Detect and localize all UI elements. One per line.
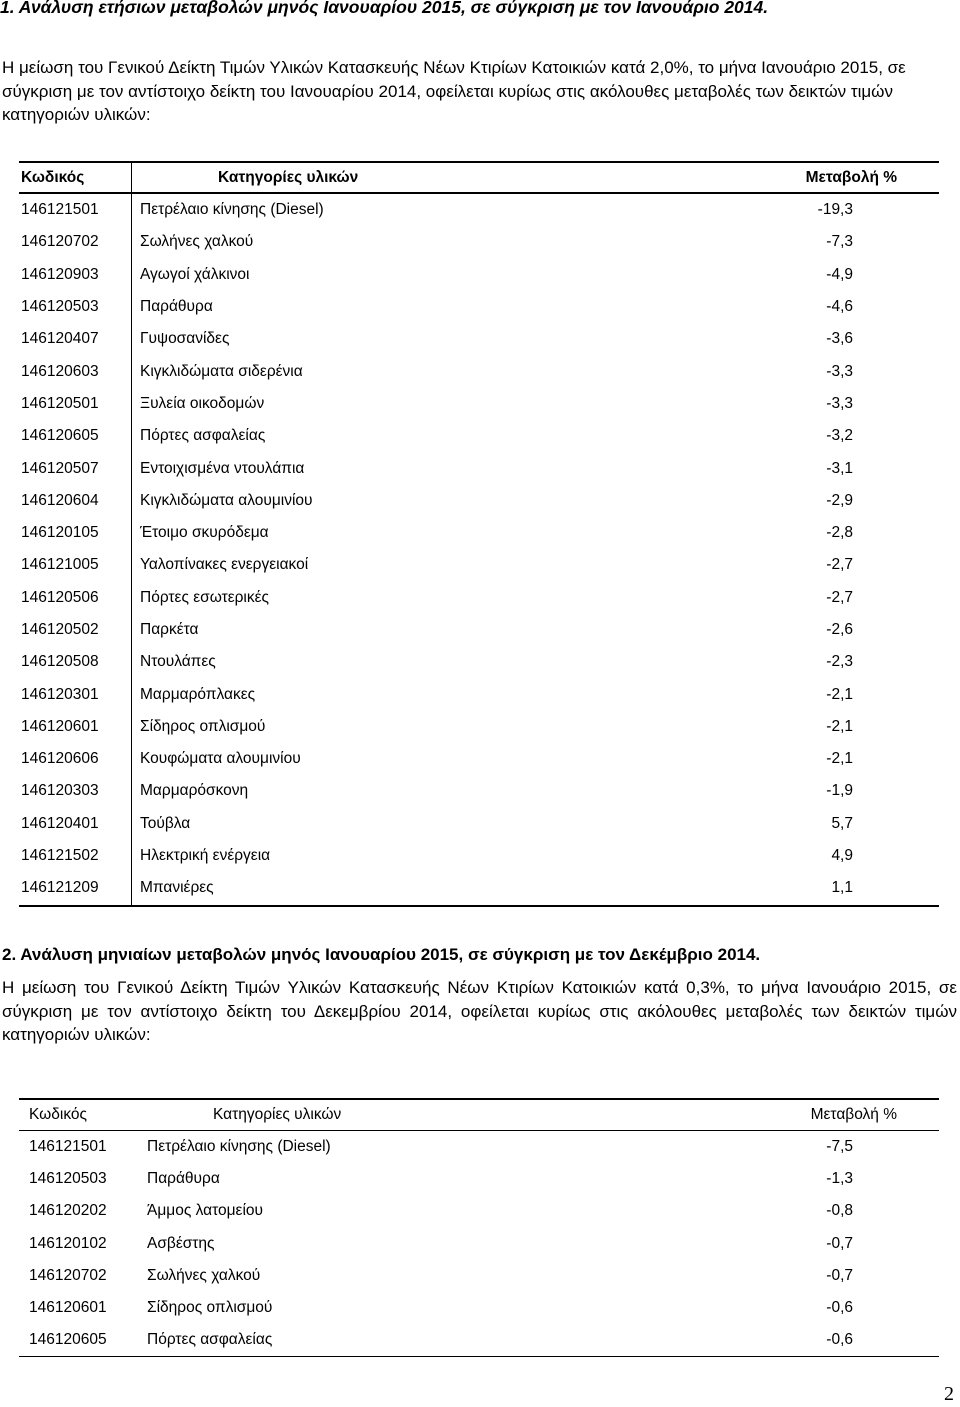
table-row (19, 1260, 939, 1292)
code-cell: 146120606 (21, 750, 99, 768)
change-cell: -3,1 (826, 459, 853, 477)
category-cell: Ντουλάπες (132, 646, 734, 678)
category-cell: Ηλεκτρική ενέργεια (132, 840, 734, 872)
monthly-changes-table (19, 1098, 939, 1357)
change-cell: -3,3 (826, 362, 853, 380)
category-cell: Αγωγοί χάλκινοι (132, 259, 734, 291)
change-cell: -0,6 (826, 1299, 853, 1317)
code-cell: 146120102 (29, 1234, 107, 1252)
change-cell: -19,3 (817, 201, 853, 219)
column-header-code: Κωδικός (19, 1099, 139, 1131)
code-cell: 146120903 (21, 265, 99, 283)
change-cell: -4,6 (826, 298, 853, 316)
table-row (19, 678, 939, 710)
category-cell: Παράθυρα (132, 291, 734, 323)
change-cell: -7,5 (826, 1138, 853, 1156)
category-cell: Υαλοπίνακες ενεργειακοί (132, 549, 734, 581)
table-row (19, 711, 939, 743)
change-cell: -2,7 (826, 556, 853, 574)
change-cell: -1,9 (826, 782, 853, 800)
code-cell: 146120604 (21, 491, 99, 509)
code-cell: 146121501 (21, 201, 99, 219)
table-row (19, 1195, 939, 1227)
change-cell: -7,3 (826, 233, 853, 251)
change-cell: -2,3 (826, 653, 853, 671)
code-cell: 146120303 (21, 782, 99, 800)
table-row (19, 259, 939, 291)
category-cell: Κουφώματα αλουμινίου (132, 743, 734, 775)
table-row (19, 355, 939, 387)
change-cell: 4,9 (831, 847, 853, 865)
change-cell: -0,8 (826, 1202, 853, 1220)
code-cell: 146121209 (19, 872, 132, 905)
category-cell: Σίδηρος οπλισμού (147, 1299, 273, 1317)
change-cell: -1,3 (826, 1170, 853, 1188)
change-cell: -3,2 (826, 427, 853, 445)
category-cell: Εντοιχισμένα ντουλάπια (132, 452, 734, 484)
table-row (19, 226, 939, 258)
section1-heading: 1. Ανάλυση ετήσιων μεταβολών μηνός Ιανουαρίου 2015, σε σύγκριση με τον Ιανουάριο 2014. (0, 0, 769, 17)
change-cell: -0,7 (826, 1234, 853, 1252)
table-row (19, 323, 939, 355)
code-cell: 146120503 (21, 298, 99, 316)
column-header-category: Κατηγορίες υλικών (132, 162, 734, 193)
code-cell: 146120202 (29, 1202, 107, 1220)
change-cell: -3,3 (826, 394, 853, 412)
table-row (19, 452, 939, 484)
code-cell: 146120601 (21, 717, 99, 735)
category-cell: Γυψοσανίδες (132, 323, 734, 355)
code-cell: 146121501 (29, 1138, 107, 1156)
column-header-category: Κατηγορίες υλικών (139, 1099, 733, 1131)
annual-changes-table (19, 161, 939, 907)
table-row (19, 582, 939, 614)
table-row (19, 1292, 939, 1324)
code-cell: 146120702 (21, 233, 99, 251)
change-cell: -0,6 (733, 1324, 939, 1357)
code-cell: 146120501 (21, 394, 99, 412)
category-cell: Μαρμαρόσκονη (132, 775, 734, 807)
table-row (19, 193, 939, 226)
code-cell: 146120508 (21, 653, 99, 671)
table-row (19, 775, 939, 807)
code-cell: 146120105 (21, 524, 99, 542)
category-cell: Κιγκλιδώματα σιδερένια (132, 355, 734, 387)
table-row (19, 1228, 939, 1260)
category-cell: Σωλήνες χαλκού (147, 1266, 261, 1284)
code-cell: 146120605 (19, 1324, 139, 1357)
table-row (19, 1163, 939, 1195)
table-row (19, 549, 939, 581)
code-cell: 146121005 (21, 556, 99, 574)
category-cell: Ξυλεία οικοδομών (132, 388, 734, 420)
category-cell: Μαρμαρόπλακες (132, 678, 734, 710)
code-cell: 146120506 (21, 588, 99, 606)
change-cell: -4,9 (826, 265, 853, 283)
code-cell: 146120503 (29, 1170, 107, 1188)
category-cell: Τούβλα (132, 808, 734, 840)
category-cell: Πετρέλαιο κίνησης (Diesel) (147, 1138, 331, 1156)
table-row (19, 872, 939, 905)
change-cell: -3,6 (826, 330, 853, 348)
code-cell: 146120702 (29, 1266, 107, 1284)
code-cell: 146121502 (21, 847, 99, 865)
table-row (19, 808, 939, 840)
category-cell: Μπανιέρες (132, 872, 734, 905)
code-cell: 146120502 (21, 621, 99, 638)
category-cell: Πετρέλαιο κίνησης (Diesel) (132, 193, 734, 226)
table-row (19, 1324, 939, 1357)
change-cell: -2,6 (826, 621, 853, 638)
code-cell: 146120601 (29, 1299, 107, 1317)
category-cell: Παράθυρα (147, 1170, 220, 1188)
column-header-change: Μεταβολή % (733, 1099, 939, 1131)
change-cell: 5,7 (831, 814, 853, 832)
change-cell: -2,1 (826, 750, 853, 768)
change-cell: -2,8 (826, 524, 853, 542)
category-cell: Κιγκλιδώματα αλουμινίου (132, 485, 734, 517)
category-cell: Άμμος λατομείου (147, 1202, 263, 1220)
change-cell: -0,7 (826, 1266, 853, 1284)
column-header-change: Μεταβολή % (733, 162, 939, 193)
category-cell: Πόρτες ασφαλείας (132, 420, 734, 452)
category-cell: Ασβέστης (147, 1234, 215, 1252)
section1-paragraph: Η μείωση του Γενικού Δείκτη Τιμών Υλικών Κατασκευής Νέων Κτιρίων Κατοικιών κατά 2,0%, το μήνα Ιανουάριο 2015, σε σύγκριση με τον αντίστοιχο δείκτη του Ιανουαρίου 2014, οφείλεται κυρίως στις ακόλουθες μεταβολές των δεικτών τιμών κατηγοριών υλικών: (2, 58, 906, 124)
section2-heading: 2. Ανάλυση μηνιαίων μεταβολών μηνός Ιανουαρίου 2015, σε σύγκριση με τον Δεκέμβριο 2014. (2, 945, 761, 964)
code-cell: 146120407 (21, 330, 99, 348)
change-cell: -2,1 (826, 685, 853, 703)
table-row (19, 517, 939, 549)
change-cell: -2,9 (826, 491, 853, 509)
annual-changes-body (19, 193, 939, 906)
table-row (19, 485, 939, 517)
page-number: 2 (944, 1383, 954, 1405)
table-row (19, 420, 939, 452)
code-cell: 146120507 (21, 459, 99, 477)
code-cell: 146120603 (21, 362, 99, 380)
category-cell: Έτοιμο σκυρόδεμα (132, 517, 734, 549)
category-cell: Πόρτες εσωτερικές (132, 582, 734, 614)
category-cell: Σίδηρος οπλισμού (132, 711, 734, 743)
category-cell: Πόρτες ασφαλείας (139, 1324, 733, 1357)
table-row (19, 291, 939, 323)
table-row (19, 388, 939, 420)
category-cell: Παρκέτα (132, 614, 734, 646)
category-cell: Σωλήνες χαλκού (132, 226, 734, 258)
table-row (19, 1131, 939, 1164)
section2-paragraph: Η μείωση του Γενικού Δείκτη Τιμών Υλικών Κατασκευής Νέων Κτιρίων Κατοικιών κατά 0,3%, το μήνα Ιανουάριο 2015, σε σύγκριση με τον αντίστοιχο δείκτη του Δεκεμβρίου 2014, οφείλεται κυρίως στις ακόλουθες μεταβολές των δεικτών τιμών κατηγοριών υλικών: (2, 978, 957, 1044)
monthly-changes-body (19, 1131, 939, 1357)
table-row (19, 614, 939, 646)
table-row (19, 646, 939, 678)
column-header-code: Κωδικός (19, 162, 132, 193)
code-cell: 146120605 (21, 427, 99, 445)
code-cell: 146120401 (21, 814, 99, 832)
table-header-row (19, 162, 939, 193)
table-row (19, 743, 939, 775)
code-cell: 146120301 (21, 685, 99, 703)
table-header-row (19, 1099, 939, 1131)
change-cell: -2,7 (826, 588, 853, 606)
table-row (19, 840, 939, 872)
change-cell: -2,1 (826, 717, 853, 735)
change-cell: 1,1 (733, 872, 939, 905)
